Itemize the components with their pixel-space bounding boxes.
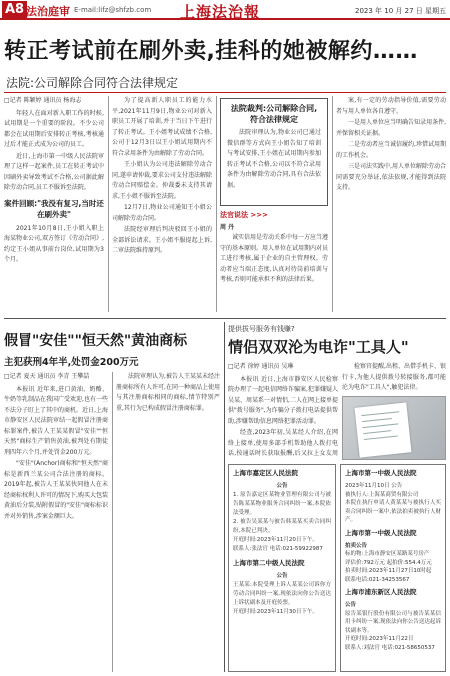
notice-line: 拍卖时间:2023年11月27日10时起: [345, 568, 432, 574]
paragraph: 为了提高新人职员工的能力水平,2021年11月9日,物业公司对新入职员工开展了培训,并于当日下午进行了转正考试。王小姐考试成绩不合格,公司于12月3日以王小姐试用期内不符合录用条件为由解除了劳动合同。: [112, 97, 212, 157]
document-image: [355, 402, 412, 457]
court-notices-left: [228, 464, 336, 672]
column-divider: [112, 372, 113, 672]
notice-line: 被执行人:上海某商贸有限公司: [345, 491, 419, 498]
page-header: [0, 0, 450, 20]
paragraph: 2021年10月8日,王小姐入职上海某物业公司,双方签订《劳动合同》,约定王小姐从事前台岗位,试用期为3个月。: [4, 224, 104, 263]
notice-line: 2. 被告吴某某与被告韩某某买卖合同纠纷,本院已判决。: [233, 519, 331, 534]
trademark-subheadline: 主犯获刑4年半,处罚金200万元: [4, 357, 139, 368]
top-story-column-1: [4, 96, 104, 314]
notice-line: 本院在执行申请人黄某某与被执行人买卖合同纠纷一案中,依法拍卖被执行人财产。: [345, 500, 441, 523]
notice-title: 上海市嘉定区人民法院: [233, 469, 298, 477]
byline: □记者 陈颖婷 通讯员 杨海志: [4, 97, 82, 104]
top-story-column-2: [112, 96, 212, 314]
trademark-column-1: [4, 372, 108, 672]
notice-line: 公告: [345, 602, 357, 608]
paragraph: 一是用人单位应当明确告知录用条件,并保留相关证据。: [336, 119, 446, 137]
court-ruling-text: [227, 128, 321, 198]
section-title: 法治庭审: [26, 5, 70, 18]
notice-line: 联系电话:021-34253567: [345, 576, 410, 583]
notice-line: 拍卖公告: [345, 542, 368, 549]
notice-body: [345, 542, 441, 585]
notice-line: 开庭时间:2023年11月22日: [345, 636, 414, 642]
law-title: 法官说法 >>>: [220, 211, 269, 219]
paragraph: 王小姐认为公司违法解除劳动合同,遂申请仲裁,要求公司支付违法解除劳动合同赔偿金。仲裁委未支持其请求,王小姐不服诉至法院。: [112, 161, 212, 200]
paragraph: 年轻人在面对新入职工作的时候,试用期是一个重要的阶段。不少公司都会在试用期后安排转正考核,考核通过后才能正式成为公司的员工。: [4, 109, 104, 148]
issue-date: 2023 年 10 月 27 日 星期五: [355, 7, 446, 15]
notice-line: 2023年11月10日 公告: [345, 483, 403, 489]
court-notices-right: [340, 464, 446, 672]
paragraph: 本报讯 近日,上海市静安区人民检察院办理了一起电信网络诈骗案,犯罪嫌疑人吴某、周某系一对情侣,二人在网上接单提供"拨号服务",为诈骗分子拨打电话提供帮助,涉嫌帮助信息网络犯罪活动罪。: [228, 375, 338, 425]
paragraph: 法院审理认为,物业公司已通过微信群等方式向王小姐告知了培训与考试安排,王小姐在试用期内参加转正考试不合格,公司以不符合录用条件为由解除劳动合同,具有合法依据。: [227, 129, 321, 189]
notice-line: 公告: [276, 483, 288, 489]
trademark-headline: 假冒"安佳""恒天然"黄油商标: [4, 333, 188, 349]
notice-body: [233, 572, 331, 617]
trademark-column-2: [116, 372, 220, 672]
notice-body: [345, 482, 441, 525]
paragraph: 二是劳动者应当诚信履约,珍惜试用期的工作机会。: [336, 141, 446, 159]
court-ruling-box: [220, 98, 328, 206]
paragraph: 法院经审理后判决驳回王小姐的全部诉讼请求。王小姐不服提起上诉,二审法院维持原判。: [112, 226, 212, 254]
notice-line: 开庭时间:2023年11月20日下午。: [233, 537, 318, 543]
illustration-photo: [342, 396, 446, 460]
paragraph: "安佳"(Anchor)商标和"恒天然"商标是新西兰某公司合法注册的商标。2019年起,被告人王某某伙同他人在未经商标权利人许可的情况下,购买大包装黄油后分装,贴附假冒的"安佳"商标标识并对外销售,涉案金额巨大。: [4, 460, 108, 520]
top-story-column-4: [336, 96, 446, 314]
case-heading: 案件回顾:"我没有复习,当时还在刷外卖": [4, 198, 104, 219]
divider: [4, 318, 446, 319]
top-headline: 转正考试前在刷外卖,挂科的她被解约……: [4, 39, 418, 64]
court-ruling-title: 法院裁判:公司解除合同,符合法律规定: [230, 104, 318, 124]
notice-line: 公告: [276, 573, 288, 579]
fraud-headline: 情侣双双沦为电诈"工具人": [228, 338, 409, 356]
column-divider: [216, 96, 217, 312]
notice-line: 评估价:792万元 起拍价:554.4万元: [345, 559, 432, 566]
column-divider: [332, 96, 333, 312]
paragraph: 本报讯 近年来,进口黄油、奶酪、牛奶等乳制品在我国广受欢迎,也有一些不法分子盯上了其中的商机。近日,上海市静安区人民法院审结一起假冒注册商标罪案件,被告人王某某假冒"安佳""恒天然"商标生产销售黄油,被判处有期徒刑四年六个月,并处罚金200万元。: [4, 385, 108, 456]
paragraph: 12月7日,物业公司通知王小姐公司解除劳动合同。: [112, 204, 212, 222]
notice-body: [345, 601, 441, 652]
paragraph: 经查,2023年初,吴某经人介绍,在网络上接单,使用多部手机帮助他人拨打电话,按通话时长获取报酬,后又拉上女友周: [228, 429, 338, 457]
paragraph: 法院审理认为,被告人王某某未经注册商标所有人许可,在同一种商品上使用与其注册商标相同的商标,情节特别严重,其行为已构成假冒注册商标罪。: [116, 373, 220, 412]
paragraph: 案,有一定的劳动指导价值,需要劳动者与用人单位各自遵守。: [336, 97, 446, 115]
divider: [4, 92, 446, 93]
email-address[interactable]: E-mail:lifz@shfzb.com: [74, 6, 152, 14]
paragraph: 近日,上海市第一中级人民法院审理了这样一起案件,员工在转正考试中因刷外卖导致考试不合格,公司据此解除劳动合同,员工不服诉至法院。: [4, 152, 104, 191]
paragraph: 三是司法实践中,用人单位解除劳动合同需要充分举证,依法依规,才能得到法院支持。: [336, 163, 446, 191]
notice-title: 上海市第一中级人民法院: [345, 469, 417, 477]
notice-line: 王某某:本院受理上诉人某某公司诉你方劳动合同纠纷一案,现依法向你公告送达上诉状副本及开庭传票。: [233, 582, 331, 606]
section-divider: [224, 322, 225, 672]
paragraph: 检察官提醒,出租、出借手机卡、银行卡,为他人提供拨号转接服务,都可能沦为电诈"工具人",触犯法律。: [342, 363, 446, 391]
fraud-kicker: 提供拔号服务有钱赚?: [228, 325, 295, 333]
notice-line: 原告某银行股份有限公司与被告某某信用卡纠纷一案,现依法向你公告送达起诉状副本等。: [345, 610, 441, 634]
paragraph: 诚实信用是劳动关系中每一方应当遵守的基本原则。用人单位在试用期内对员工进行考核,属于企业的自主管理权。劳动者应当端正态度,认真对待岗前培训与考核,否则可能承担不利的法律后果。: [220, 234, 328, 283]
byline: □记者 夏天 通讯员 李青 王攀喆: [4, 373, 90, 380]
notice-title: 上海市第二中级人民法院: [233, 559, 305, 567]
notice-title: 上海市浦东新区人民法院: [345, 588, 417, 596]
notice-line: 1. 原告嘉定区某物业管理有限公司与被告陈某某物业服务合同纠纷一案,本院依法受理。: [233, 492, 331, 516]
fraud-column-1: [228, 362, 338, 460]
notice-line: 联系人:刘法官 电话:021-58650537: [345, 644, 435, 651]
judge-commentary: [220, 210, 328, 314]
law-author: 周 丹: [220, 224, 235, 231]
notice-body: [233, 482, 331, 554]
page-number: A8: [2, 1, 27, 18]
notice-line: 联系人:张法官 电话:021-59922987: [233, 546, 323, 552]
notice-line: 开庭时间:2023年11月30日下午。: [233, 609, 318, 615]
top-subheadline: 法院:公司解除合同符合法律规定: [6, 76, 179, 90]
byline: □记者 徐婷 通讯员 吴琳: [228, 363, 294, 370]
masthead: 上海法治報: [180, 3, 261, 21]
notice-title: 上海市第一中级人民法院: [345, 528, 417, 537]
column-divider: [108, 96, 109, 312]
notice-line: 标的物:上海市静安区某路某号房产: [345, 551, 430, 557]
